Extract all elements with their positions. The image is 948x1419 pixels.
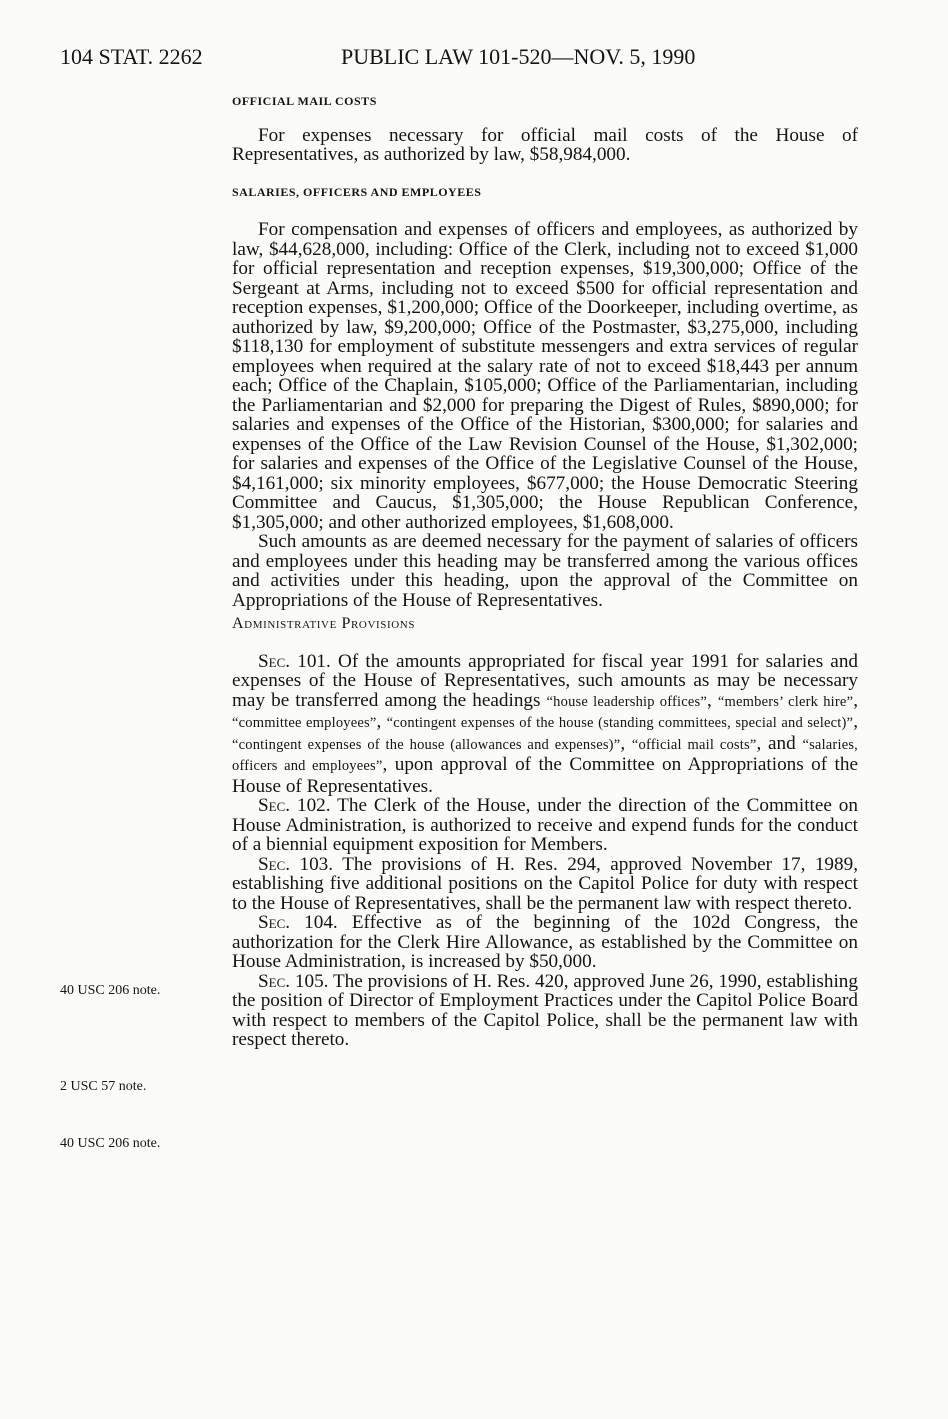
section-104-label: Sec. 104.: [258, 912, 338, 933]
section-103-label: Sec. 103.: [258, 853, 334, 875]
margin-note-40-usc-206: 40 USC 206 note.: [60, 983, 161, 998]
section-105-text: The provisions of H. Res. 420, approved June 26, 1990, establishing the position of Director of Employment Practices under the Capitol Police Board with respect to members of the Capitol Police, shall be the permanent law with respect thereto.: [232, 970, 858, 1050]
section-101-heading-3: “committee employees”: [232, 715, 377, 731]
section-105-label: Sec. 105.: [258, 970, 329, 992]
section-101-heading-5: “contingent expenses of the house (allowances and expenses)”: [232, 736, 621, 753]
section-105: [232, 972, 858, 1050]
section-101-heading-4: “contingent expenses of the house (standing committees, special and select)”: [386, 715, 854, 731]
heading-official-mail-costs: OFFICIAL MAIL COSTS: [232, 94, 377, 108]
section-101-heading-7: “salaries, officers and employees”: [232, 736, 858, 774]
running-title: PUBLIC LAW 101-520—NOV. 5, 1990: [341, 44, 696, 69]
heading-salaries-officers-employees: SALARIES, OFFICERS AND EMPLOYEES: [232, 184, 482, 199]
page-reference: 104 STAT. 2262: [60, 44, 203, 69]
paragraph-salaries-transfer: Such amounts as are deemed necessary for the payment of salaries of officers and employees under this heading may be transferred among the various offices and activities under this heading, upon the approval of the Committee on Appropriations of the House of Representatives.: [232, 531, 858, 611]
section-101-text-a: Of the amounts appropriated for fiscal year 1991 for salaries and expenses of the House of Representatives, such amounts as may be necessary may be transferred among the headings: [232, 650, 859, 711]
section-101-heading-1: “house leadership offices”: [546, 693, 708, 710]
body-column: [232, 92, 858, 1050]
section-101-heading-2: “members’ clerk hire”: [717, 693, 854, 710]
section-101-heading-6: “official mail costs”: [631, 736, 757, 753]
section-101: Sec. 101. Of the amounts appropriated for fiscal year 1991 for salaries and expenses of the House of Representatives, such amounts as may be necessary may be transferred among the headings “house leadership offices”, “members’ clerk hire”, “committee employees”, “contingent expenses of the house (standing committees, special and select)”, “contingent expenses of the house (allowances and expenses)”, “official mail costs”, and “salaries, officers and employees”, upon approval of the Committee on Appropriations of the House of Representatives.: [232, 650, 859, 797]
section-103: [232, 855, 858, 914]
section-102: [232, 796, 858, 855]
section-103-text: The provisions of H. Res. 294, approved November 17, 1989, establishing five additional positions on the Capitol Police for duty with respect to the House of Representatives, shall be the permanent law with respect thereto.: [232, 853, 858, 914]
paragraph-salaries-compensation: For compensation and expenses of officers and employees, as authorized by law, $44,628,000, including: Office of the Clerk, including not to exceed $1,000 for official representation and reception expenses, $19,300,000; Office of the Sergeant at Arms, including not to exceed $500 for official representation and reception expenses, $1,200,000; Office of the Doorkeeper, including overtime, as authorized by law, $9,200,000; Office of the Postmaster, $3,275,000, including $118,130 for employment of substitute messengers and extra services of regular employees when required at the salary rate of not to exceed $18,443 per annum each; Office of the Chaplain, $105,000; Office of the Parliamentarian, including the Parliamentarian and $2,000 for preparing the Digest of Rules, $890,000; for salaries and expenses of the Office of the Historian, $300,000; for salaries and expenses of the Office of the Law Revision Counsel of the House, $1,302,000; for salaries and expenses of the Office of the Legislative Counsel of the House, $4,161,000; six minority employees, $677,000; the House Democratic Steering Committee and Caucus, $1,305,000; the House Republican Conference, $1,305,000; and other authorized employees, $1,608,000.: [232, 219, 858, 533]
section-104-text: Effective as of the beginning of the 102d Congress, the authorization for the Clerk Hire Allowance, as established by the Committee on House Administration, is increased by $50,000.: [232, 912, 859, 972]
section-101-label: Sec. 101.: [258, 650, 331, 672]
heading-administrative-provisions: Administrative Provisions: [232, 615, 416, 632]
section-102-text: The Clerk of the House, under the direction of the Committee on House Administration, is authorized to receive and expend funds for the conduct of a biennial equipment exposition for Members.: [232, 795, 858, 855]
margin-note-2-usc-57: 2 USC 57 note.: [60, 1079, 147, 1094]
section-101-text-b: upon approval of the Committee on Appropriations of the House of Representatives.: [232, 754, 859, 797]
paragraph-official-mail-costs: For expenses necessary for official mail costs of the House of Representatives, as authorized by law, $58,984,000.: [232, 124, 858, 165]
section-102-label: Sec. 102.: [258, 795, 331, 816]
section-104: [232, 913, 858, 972]
margin-note-40-usc-206-second: 40 USC 206 note.: [60, 1136, 161, 1151]
